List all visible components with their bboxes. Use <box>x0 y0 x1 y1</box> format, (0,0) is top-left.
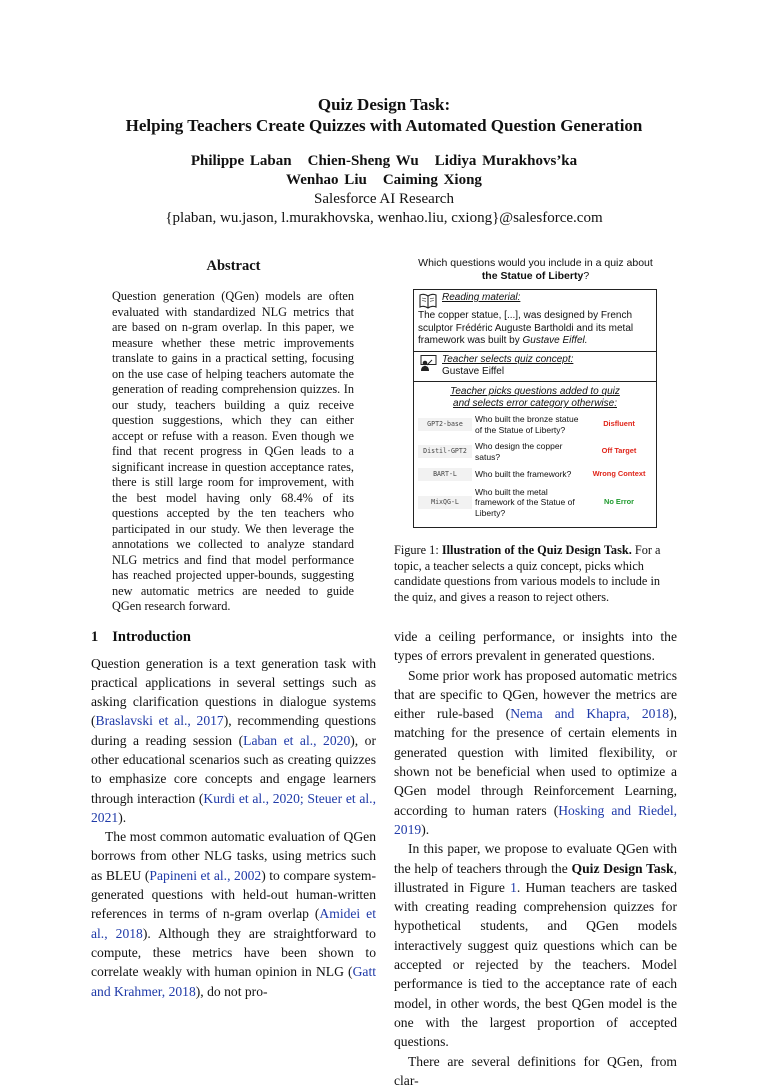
citation-link[interactable]: Gatt and Krahmer, 2018 <box>91 964 376 999</box>
text-run: ). <box>421 821 430 837</box>
quiz-concept-label: Teacher selects quiz concept: <box>442 353 574 365</box>
picks-line-1: Teacher picks questions added to quiz <box>450 386 620 397</box>
right-paragraph-3: There are several definitions for QGen, from clar- <box>394 1053 677 1088</box>
candidate-question: Who design the copper satus? <box>475 441 563 462</box>
quiz-concept-section <box>414 352 656 383</box>
authors-line-1 <box>0 152 768 171</box>
task-box <box>413 289 657 528</box>
intro-paragraph-2 <box>91 827 376 1001</box>
caption-bold: Illustration of the Quiz Design Task. <box>441 543 632 557</box>
text-run: ), matching for the presence of certain elements in generated question with limited flexibility, or shown not be beneficial when used to optimize a QGen model through Reinforcement Learning, according to human raters ( <box>394 706 677 818</box>
reading-material-text <box>418 310 652 348</box>
title-line-2: Helping Teachers Create Quizzes with Automated Question Generation <box>125 116 643 135</box>
question-picks-section <box>414 382 656 527</box>
author-name: Lidiya Murakhovs’ka <box>434 153 578 169</box>
candidate-question: Who built the metal framework of the Statue of Liberty? <box>475 486 575 518</box>
question-rows <box>418 414 652 518</box>
figure-1 <box>394 257 677 605</box>
introduction-body <box>91 654 376 1001</box>
figure-question <box>394 257 677 283</box>
left-column <box>91 258 376 1001</box>
text-run: ). Although they are straightforward to compute, these metrics have been shown to correlate weakly with human opinion in NLG ( <box>91 925 376 980</box>
figure-question-topic: the Statue of Liberty <box>481 270 584 282</box>
citation-link[interactable]: Hosking and Riedel, 2019 <box>394 802 677 837</box>
right-paragraph-1 <box>394 666 677 840</box>
text-run: ) to compare system-generated questions with held-out human-written references in terms of n-gram overlap ( <box>91 867 377 922</box>
candidate-question: Who built the framework? <box>475 469 572 479</box>
section-heading-introduction <box>91 629 376 646</box>
question-row <box>418 468 652 481</box>
figure-caption <box>394 543 677 605</box>
error-category: Off Target <box>601 446 637 456</box>
abstract-text: Question generation (QGen) models are often evaluated with standardized NLG metrics that are based on n-gram overlap. In this paper, we measure whether these metric improvements translate to gains in a practical setting, focusing on the use case of helping teachers automate the generation of reading comprehension quizzes. In our study, teachers building a quiz receive question suggestions, which they can either accept or refuse with a reason. Even though we find that recent progress in QGen leads to a significant increase in question acceptance rates, there is still large room for improvement, with the best model having only 68.4% of its questions accepted by the ten teachers who participated in our study. We then leverage the annotations we collected to analyze standard NLG metrics and find that model performance has reached projected upper-bounds, suggesting new automatic metrics are needed to guide QGen research forward. <box>112 289 354 613</box>
citation-link[interactable]: Laban et al., 2020 <box>243 732 351 748</box>
title-line-1: Quiz Design Task: <box>317 95 451 114</box>
text-run: The most common automatic evaluation of QGen borrows from other NLG tasks, using metrics such as BLEU ( <box>91 829 376 883</box>
citation-link[interactable]: Braslavski et al., 2017 <box>95 713 224 729</box>
reading-material-section <box>414 290 656 352</box>
teacher-icon <box>418 354 438 372</box>
text-run: Gustave Eiffel. <box>522 335 588 346</box>
concept-header <box>418 354 652 379</box>
model-name: GPT2-base <box>418 418 472 431</box>
figure-question-prefix: Which questions would you include in a quiz about <box>418 257 653 269</box>
question-row <box>418 441 652 462</box>
picks-line-2: and selects error category otherwise: <box>453 398 617 409</box>
affiliation: Salesforce AI Research <box>314 191 454 207</box>
intro-paragraph-1 <box>91 654 376 828</box>
author-name: Caiming Xiong <box>382 172 482 188</box>
question-row <box>418 414 652 435</box>
question-picks-heading <box>418 386 652 410</box>
paper-title <box>0 94 768 136</box>
text-run: ), do not pro- <box>195 983 268 999</box>
author-name: Wenhao Liu <box>286 172 367 188</box>
reading-header <box>418 292 652 310</box>
error-category: Wrong Context <box>592 469 646 478</box>
model-name: BART-L <box>418 468 472 481</box>
text-run: For a topic, a teacher selects a quiz concept, picks which candidate questions from various models to include in the quiz, and gives a reason to reject others. <box>394 543 661 604</box>
book-icon <box>418 292 438 310</box>
question-row <box>418 487 652 519</box>
right-paragraph-0: vide a ceiling performance, or insights into the types of errors prevalent in generated questions. <box>394 629 677 664</box>
text-run: ? <box>583 270 590 282</box>
text-run: Question generation is a text generation task with practical applications in several settings such as asking clarification questions in dialogue systems ( <box>91 655 376 729</box>
abstract-heading: Abstract <box>206 258 261 274</box>
model-name: Distil-GPT2 <box>418 445 472 458</box>
citation-link[interactable]: Amidei et al., 2018 <box>91 906 376 941</box>
text-run: Some prior work has proposed automatic metrics that are specific to QGen, however the metrics are either rule-based ( <box>394 667 677 722</box>
author-emails: {plaban, wu.jason, l.murakhovska, wenhao.liu, cxiong}@salesforce.com <box>165 210 603 226</box>
author-name: Chien-Sheng Wu <box>307 153 419 169</box>
citation-link[interactable]: Kurdi et al., 2020; Steuer et al., 2021 <box>91 790 376 825</box>
right-column-body <box>394 627 677 1090</box>
error-category: Disfluent <box>603 419 635 429</box>
text-run: , illustrated in Figure <box>394 860 677 895</box>
reading-material-label: Reading material: <box>442 292 521 303</box>
figure-ref-link[interactable]: 1 <box>510 879 517 895</box>
author-name: Philippe Laban <box>190 153 292 169</box>
quiz-concept-value: Gustave Eiffel <box>442 365 505 377</box>
right-paragraph-2 <box>394 839 677 1051</box>
text-run: In this paper, we propose to evaluate QGen with the help of teachers through the <box>394 841 677 876</box>
right-column <box>394 255 677 1090</box>
section-number: 1 <box>91 628 99 645</box>
text-run: ). <box>118 809 127 825</box>
citation-link[interactable]: Papineni et al., 2002 <box>149 867 262 883</box>
text-run: . Human teachers are tasked with creating reading comprehension quizzes for hypothetical students, and QGen models interactively suggest quiz questions which can be accepted or rejected by the teachers. Model performance is tied to the acceptance rate of each model, in other words, the best QGen model is the one with the largest proportion of accepted questions. <box>394 879 677 1050</box>
text-run: The copper statue, [...], was designed by French sculptor Frédéric Auguste Bartholdi and its metal framework was built by <box>418 310 634 346</box>
citation-link[interactable]: Nema and Khapra, 2018 <box>510 706 670 722</box>
model-name: MixQG-L <box>418 496 472 509</box>
text-run: ), or other educational scenarios such as creating quizzes to emphasize core concepts and engage learners through interaction ( <box>91 732 377 806</box>
task-name-bold: Quiz Design Task <box>571 860 674 876</box>
text-run: ), recommending questions during a reading session ( <box>91 713 376 748</box>
author-block <box>0 152 768 228</box>
text-run: Figure 1: <box>394 543 442 557</box>
error-category: No Error <box>604 497 634 506</box>
authors-line-2 <box>0 171 768 190</box>
section-title: Introduction <box>112 628 191 645</box>
candidate-question: Who built the bronze statue of the Statue of Liberty? <box>475 414 579 435</box>
